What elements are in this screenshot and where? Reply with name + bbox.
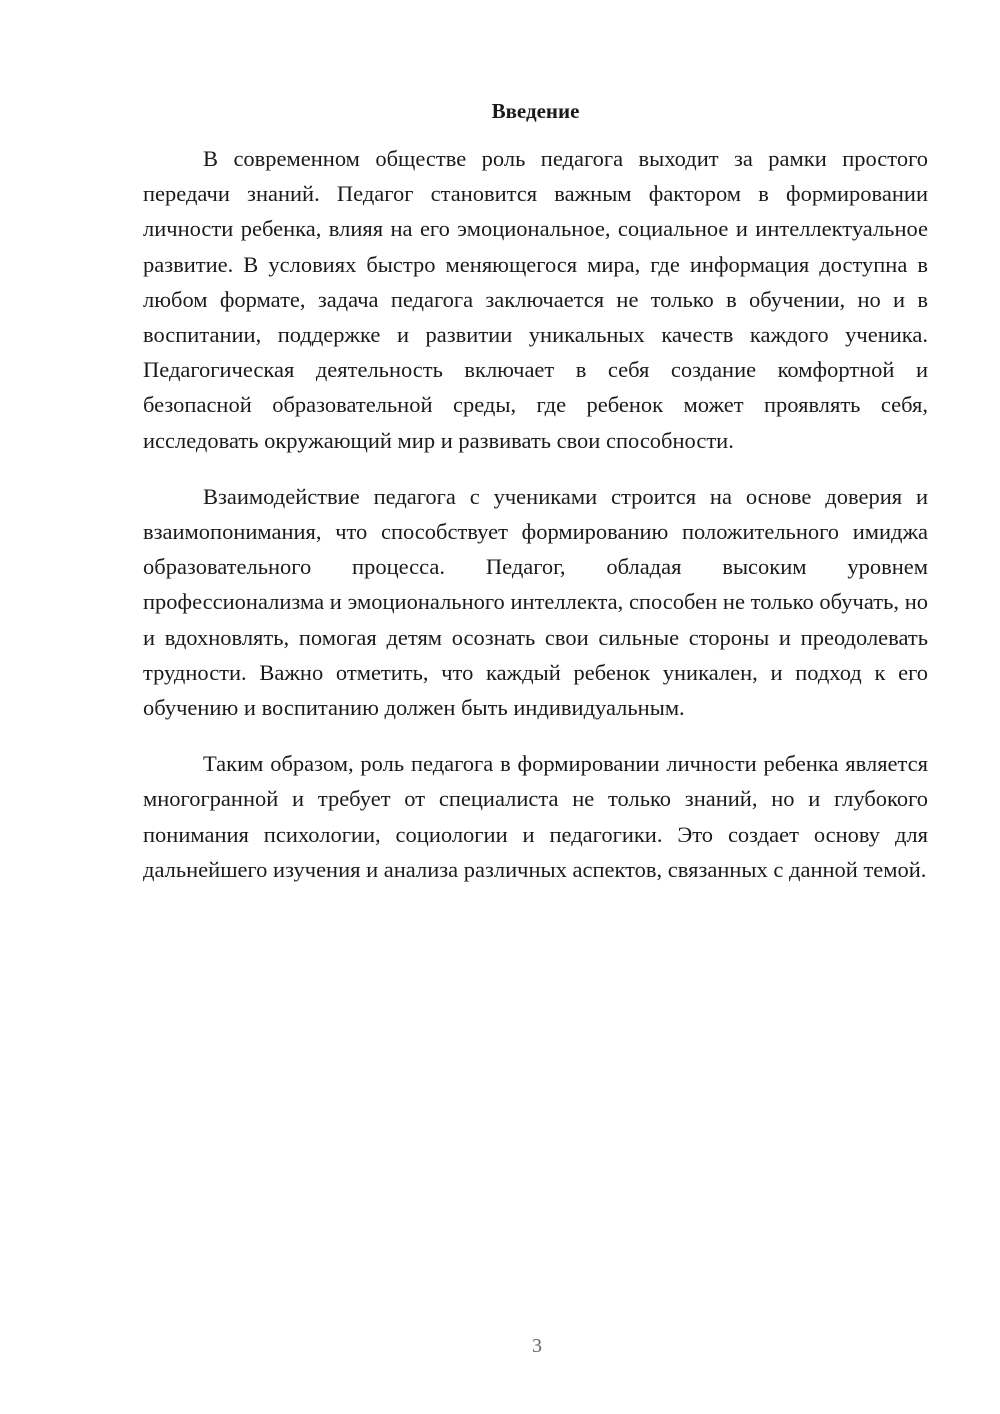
paragraph-1: В современном обществе роль педагога выходит за рамки простого передачи знаний. Педагог становится важным фактором в формировании личности ребенка, влияя на его эмоциональное, социальное и интеллектуальное развитие. В условиях быстро меняющегося мира, где информация доступна в любом формате, задача педагога заключается не только в обучении, но и в воспитании, поддержке и развитии уникальных качеств каждого ученика. Педагогическая деятельность включает в себя создание комфортной и безопасной образовательной среды, где ребенок может проявлять себя, исследовать окружающий мир и развивать свои способности.: [143, 146, 928, 453]
paragraph-2: Взаимодействие педагога с учениками строится на основе доверия и взаимопонимания, что способствует формированию положительного имиджа образовательного процесса. Педагог, обладая высоким уровнем профессионализма и эмоционального интеллекта, способен не только обучать, но и вдохновлять, помогая детям осознать свои сильные стороны и преодолевать трудности. Важно отметить, что каждый ребенок уникален, и подход к его обучению и воспитанию должен быть индивидуальным.: [143, 483, 928, 721]
section-heading: Введение: [491, 99, 580, 123]
page-content: [143, 95, 928, 908]
paragraph-3: Таким образом, роль педагога в формировании личности ребенка является многогранной и требует от специалиста не только знаний, но и глубокого понимания психологии, социологии и педагогики. Это создает основу для дальнейшего изучения и анализа различных аспектов, связанных с данной темой.: [143, 751, 928, 882]
page-number: 3: [532, 1335, 542, 1357]
